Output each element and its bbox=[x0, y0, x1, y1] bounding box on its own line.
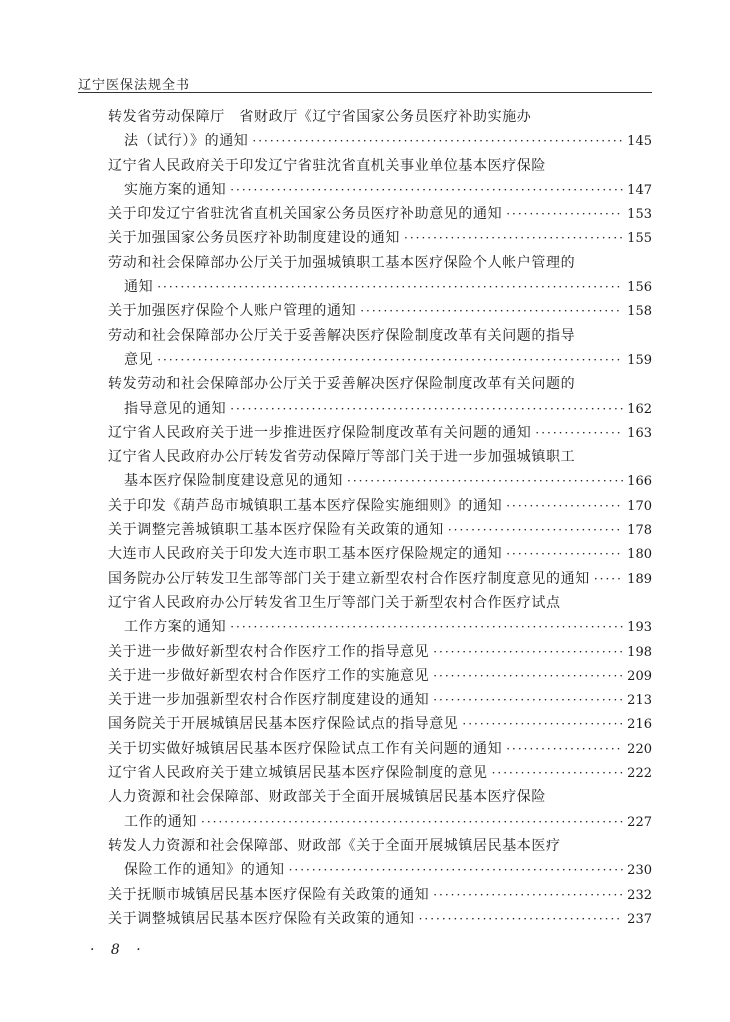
toc-entry bbox=[108, 591, 652, 615]
toc-entry-continuation bbox=[108, 178, 652, 202]
toc-entry-title: 人力资源和社会保障部、财政部关于全面开展城镇居民基本医疗保险 bbox=[108, 789, 546, 806]
leader-dots bbox=[506, 494, 623, 518]
toc-entry-title: 关于加强医疗保险个人账户管理的通知 bbox=[108, 303, 357, 320]
leader-dots bbox=[433, 688, 623, 712]
leader-dots bbox=[506, 202, 623, 226]
toc-entry-title: 关于进一步做好新型农村合作医疗工作的指导意见 bbox=[108, 643, 430, 660]
toc-entry-continuation bbox=[108, 469, 652, 493]
leader-dots bbox=[347, 469, 623, 493]
toc-entry bbox=[108, 883, 652, 907]
toc-entry bbox=[108, 785, 652, 809]
toc-entry-continuation bbox=[108, 348, 652, 372]
toc-entry bbox=[108, 202, 652, 226]
toc-page-number: 220 bbox=[627, 741, 652, 757]
toc-entry bbox=[108, 761, 652, 785]
leader-dots bbox=[157, 348, 623, 372]
toc-page-number: 209 bbox=[627, 668, 652, 684]
toc-entry-title: 通知 bbox=[124, 279, 154, 296]
toc-page-number: 156 bbox=[627, 280, 652, 296]
leader-dots bbox=[506, 737, 623, 761]
toc-entry bbox=[108, 712, 652, 736]
toc-page-number: 189 bbox=[627, 571, 652, 587]
running-header: 辽宁医保法规全书 bbox=[78, 78, 191, 93]
toc-page-number: 216 bbox=[627, 717, 652, 733]
toc-page-number: 198 bbox=[627, 644, 652, 660]
leader-dots bbox=[492, 761, 624, 785]
toc-entry-continuation bbox=[108, 275, 652, 299]
toc-entry-continuation bbox=[108, 129, 652, 153]
toc-page-number: 158 bbox=[627, 304, 652, 320]
toc-page-number: 237 bbox=[627, 911, 652, 927]
toc-entry bbox=[108, 640, 652, 664]
toc-entry bbox=[108, 372, 652, 396]
toc-page-number: 232 bbox=[627, 887, 652, 903]
toc-entry-title: 法（试行）》的通知 bbox=[124, 133, 249, 150]
toc-entry-title: 辽宁省人民政府办公厅转发省卫生厅等部门关于新型农村合作医疗试点 bbox=[108, 594, 561, 611]
toc-entry-title: 国务院办公厅转发卫生部等部门关于建立新型农村合作医疗制度意见的通知 bbox=[108, 570, 590, 587]
toc-entry-title: 关于印发辽宁省驻沈省直机关国家公务员医疗补助意见的通知 bbox=[108, 206, 503, 223]
toc-entry bbox=[108, 324, 652, 348]
toc-entry bbox=[108, 226, 652, 250]
leader-dots bbox=[201, 810, 623, 834]
toc-entry-title: 工作方案的通知 bbox=[124, 619, 227, 636]
leader-dots bbox=[433, 640, 623, 664]
leader-dots bbox=[252, 129, 623, 153]
toc-entry-title: 指导意见的通知 bbox=[124, 400, 227, 417]
leader-dots bbox=[419, 907, 624, 931]
toc-entry bbox=[108, 737, 652, 761]
toc-page-number: 213 bbox=[627, 693, 652, 709]
toc-entry bbox=[108, 834, 652, 858]
leader-dots bbox=[535, 421, 623, 445]
toc-page-number: 170 bbox=[627, 498, 652, 514]
toc-entry-title: 关于进一步做好新型农村合作医疗工作的实施意见 bbox=[108, 667, 430, 684]
toc-page-number: 193 bbox=[627, 620, 652, 636]
table-of-contents bbox=[108, 105, 652, 931]
toc-page-number: 147 bbox=[627, 182, 652, 198]
toc-page-number: 145 bbox=[627, 134, 652, 150]
toc-entry bbox=[108, 664, 652, 688]
toc-entry-title: 大连市人民政府关于印发大连市职工基本医疗保险规定的通知 bbox=[108, 546, 503, 563]
toc-entry-title: 关于调整完善城镇职工基本医疗保险有关政策的通知 bbox=[108, 522, 444, 539]
toc-entry-title: 劳动和社会保障部办公厅关于妥善解决医疗保险制度改革有关问题的指导 bbox=[108, 327, 576, 344]
toc-entry-title: 工作的通知 bbox=[124, 813, 197, 830]
page-number: · 8 · bbox=[90, 942, 147, 958]
toc-entry-continuation bbox=[108, 858, 652, 882]
toc-entry-title: 转发省劳动保障厅 省财政厅《辽宁省国家公务员医疗补助实施办 bbox=[108, 109, 532, 125]
toc-entry bbox=[108, 251, 652, 275]
toc-entry-title: 辽宁省人民政府办公厅转发省劳动保障厅等部门关于进一步加强城镇职工 bbox=[108, 449, 576, 466]
toc-entry bbox=[108, 518, 652, 542]
toc-page-number: 166 bbox=[627, 474, 652, 490]
leader-dots bbox=[506, 542, 623, 566]
toc-entry bbox=[108, 421, 652, 445]
toc-entry-title: 保险工作的通知》的通知 bbox=[124, 862, 285, 879]
toc-page-number: 180 bbox=[627, 547, 652, 563]
toc-entry-title: 关于进一步加强新型农村合作医疗制度建设的通知 bbox=[108, 692, 430, 709]
toc-page-number: 159 bbox=[627, 352, 652, 368]
toc-entry bbox=[108, 542, 652, 566]
leader-dots bbox=[433, 883, 623, 907]
toc-page-number: 222 bbox=[627, 766, 652, 782]
header-rule bbox=[78, 92, 652, 93]
toc-page-number: 153 bbox=[627, 207, 652, 223]
leader-dots bbox=[157, 275, 623, 299]
toc-entry-title: 关于加强国家公务员医疗补助制度建设的通知 bbox=[108, 230, 400, 247]
leader-dots bbox=[230, 178, 623, 202]
toc-entry bbox=[108, 299, 652, 323]
toc-entry-title: 关于抚顺市城镇居民基本医疗保险有关政策的通知 bbox=[108, 886, 430, 903]
leader-dots bbox=[448, 518, 623, 542]
toc-entry bbox=[108, 907, 652, 931]
toc-page-number: 178 bbox=[627, 523, 652, 539]
leader-dots bbox=[462, 712, 623, 736]
toc-entry-title: 辽宁省人民政府关于建立城镇居民基本医疗保险制度的意见 bbox=[108, 765, 488, 782]
toc-entry-title: 实施方案的通知 bbox=[124, 181, 227, 198]
toc-entry-title: 劳动和社会保障部办公厅关于加强城镇职工基本医疗保险个人帐户管理的 bbox=[108, 254, 576, 271]
toc-page-number: 155 bbox=[627, 231, 652, 247]
toc-entry-title: 关于切实做好城镇居民基本医疗保险试点工作有关问题的通知 bbox=[108, 740, 503, 757]
toc-entry-title: 基本医疗保险制度建设意见的通知 bbox=[124, 473, 343, 490]
toc-page-number: 163 bbox=[627, 425, 652, 441]
toc-entry-continuation bbox=[108, 615, 652, 639]
leader-dots bbox=[230, 397, 623, 421]
toc-entry-title: 转发人力资源和社会保障部、财政部《关于全面开展城镇居民基本医疗 bbox=[108, 837, 561, 854]
leader-dots bbox=[404, 226, 623, 250]
leader-dots bbox=[289, 858, 624, 882]
toc-page-number: 227 bbox=[627, 814, 652, 830]
leader-dots bbox=[594, 567, 623, 591]
toc-entry-title: 国务院关于开展城镇居民基本医疗保险试点的指导意见 bbox=[108, 716, 459, 733]
toc-entry bbox=[108, 567, 652, 591]
toc-entry bbox=[108, 445, 652, 469]
leader-dots bbox=[360, 299, 623, 323]
toc-entry-title: 辽宁省人民政府关于印发辽宁省驻沈省直机关事业单位基本医疗保险 bbox=[108, 157, 546, 174]
toc-entry-title: 关于调整城镇居民基本医疗保险有关政策的通知 bbox=[108, 910, 415, 927]
toc-page-number: 162 bbox=[627, 401, 652, 417]
toc-entry bbox=[108, 105, 652, 129]
toc-entry-continuation bbox=[108, 397, 652, 421]
toc-entry bbox=[108, 688, 652, 712]
toc-entry-title: 转发劳动和社会保障部办公厅关于妥善解决医疗保险制度改革有关问题的 bbox=[108, 376, 576, 393]
toc-entry bbox=[108, 494, 652, 518]
toc-entry-title: 关于印发《葫芦岛市城镇职工基本医疗保险实施细则》的通知 bbox=[108, 497, 503, 514]
leader-dots bbox=[230, 615, 623, 639]
toc-page-number: 230 bbox=[627, 863, 652, 879]
toc-entry-title: 意见 bbox=[124, 351, 154, 368]
toc-entry bbox=[108, 154, 652, 178]
toc-entry-continuation bbox=[108, 810, 652, 834]
leader-dots bbox=[433, 664, 623, 688]
toc-entry-title: 辽宁省人民政府关于进一步推进医疗保险制度改革有关问题的通知 bbox=[108, 424, 532, 441]
